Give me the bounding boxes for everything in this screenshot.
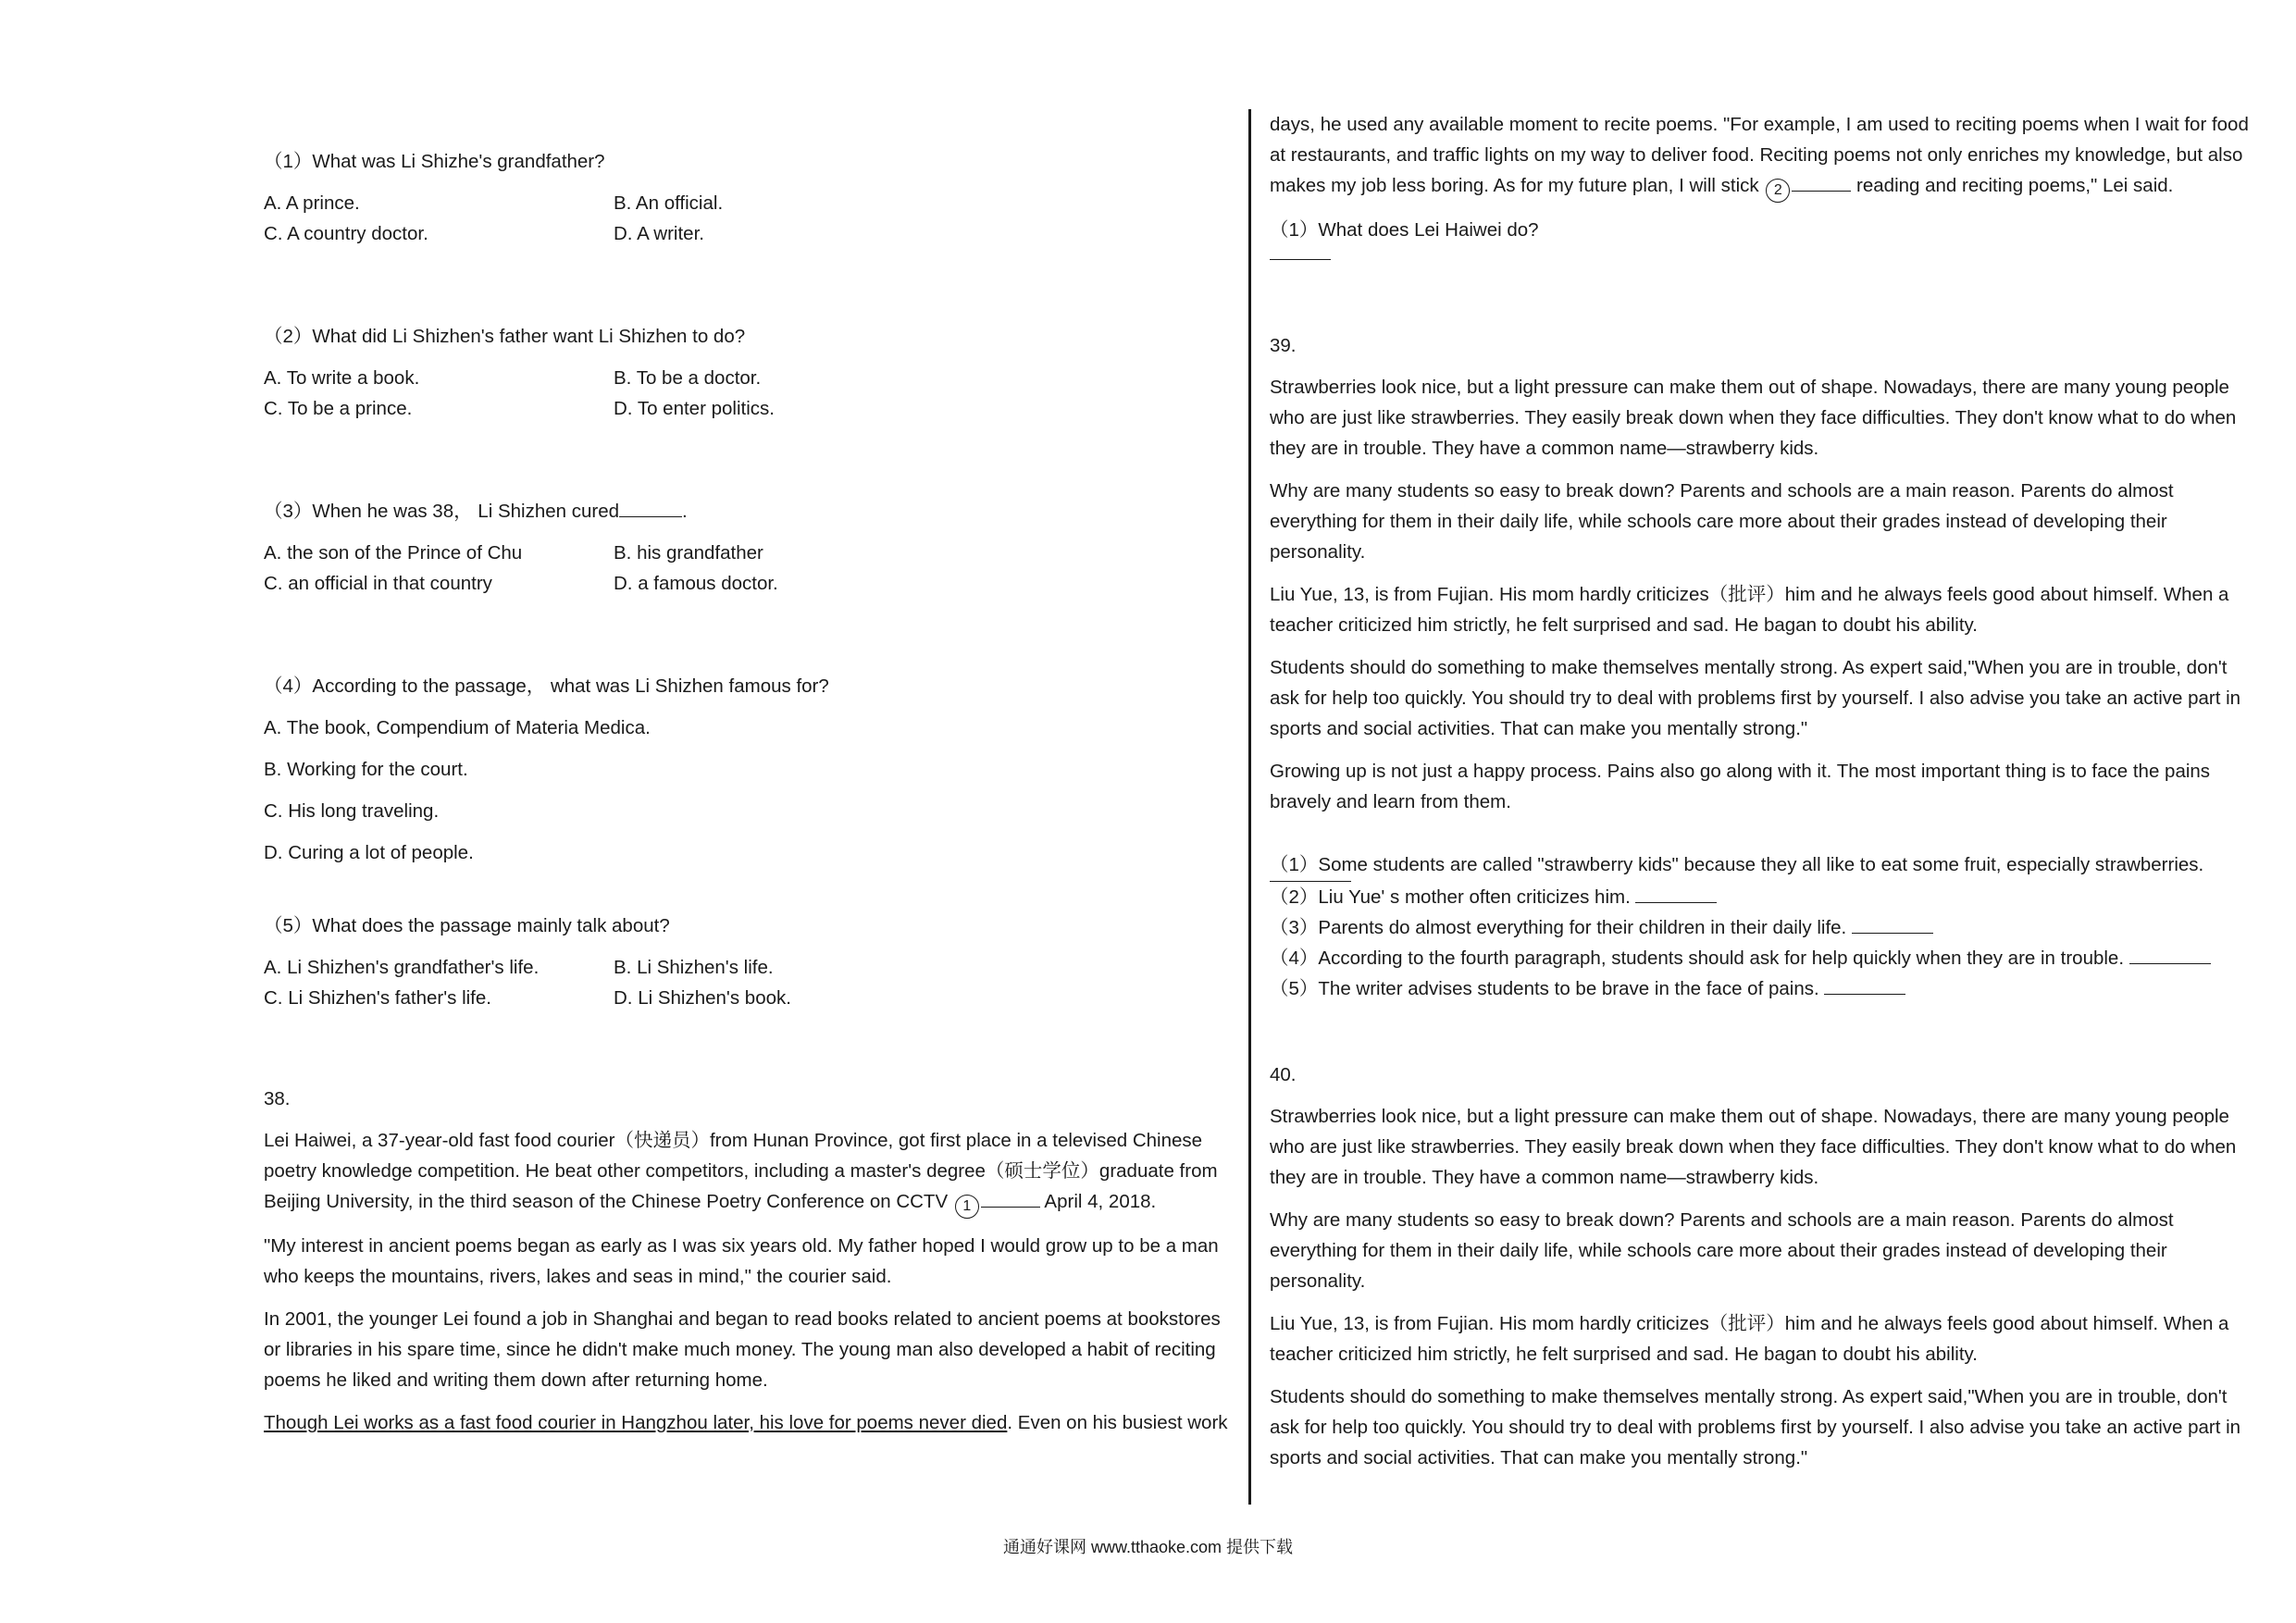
option-a: A. Li Shizhen's grandfather's life. bbox=[264, 957, 540, 978]
option-b: B. Working for the court. bbox=[264, 759, 468, 780]
left-column bbox=[264, 146, 1235, 1450]
passage-39-paragraph-1: Strawberries look nice, but a light pressure can make them out of shape. Nowadays, there are many young people who are just like strawberries. They easily break down when they face difficulties. They don't know what to do when they are in trouble. They have a common name—strawberry kids. bbox=[1270, 377, 2237, 459]
answer-blank[interactable] bbox=[1635, 901, 1717, 903]
passage-38-paragraph-4 bbox=[264, 1407, 1235, 1438]
passage-40-paragraph-1: Strawberries look nice, but a light pressure can make them out of shape. Nowadays, there are many young people who are just like strawberries. They easily break down when they face difficulties. They don't know what to do when they are in trouble. They have a common name—strawberry kids. bbox=[1270, 1106, 2237, 1188]
option-d: D. a famous doctor. bbox=[614, 573, 778, 594]
right-column bbox=[1270, 109, 2251, 1485]
options-37-1 bbox=[264, 188, 1235, 249]
question-number-40: 40. bbox=[1270, 1064, 1297, 1085]
blank-number-2: 2 bbox=[1766, 179, 1790, 203]
question-number-39: 39. bbox=[1270, 335, 1297, 356]
answer-blank-2[interactable] bbox=[1792, 190, 1851, 192]
option-b: B. An official. bbox=[614, 192, 724, 214]
answer-blank[interactable] bbox=[619, 515, 682, 517]
passage-38-paragraph-1 bbox=[264, 1125, 1235, 1219]
statement-39-2 bbox=[1270, 882, 2251, 912]
paragraph-text-end: reading and reciting poems," Lei said. bbox=[1856, 175, 2174, 196]
option-c: C. Li Shizhen's father's life. bbox=[264, 987, 491, 1009]
blank-number-1: 1 bbox=[955, 1195, 979, 1219]
statement-text: （3）Parents do almost everything for their children in their daily life. bbox=[1270, 917, 1847, 938]
option-c: C. To be a prince. bbox=[264, 398, 413, 419]
statement-text: （5）The writer advises students to be brave in the face of pains. bbox=[1270, 978, 1819, 999]
passage-38-paragraph-2: "My interest in ancient poems began as early as I was six years old. My father hoped I would grow up to be a man who keeps the mountains, rivers, lakes and seas in mind," the courier said. bbox=[264, 1235, 1219, 1287]
option-a: A. To write a book. bbox=[264, 367, 420, 389]
underlined-sentence: Though Lei works as a fast food courier in Hangzhou later, his love for poems never died bbox=[264, 1412, 1008, 1433]
answer-blank[interactable] bbox=[1852, 932, 1933, 934]
answer-blank-1[interactable] bbox=[981, 1206, 1040, 1208]
passage-40-paragraph-2: Why are many students so easy to break down? Parents and schools are a main reason. Parents do almost everything for them in their daily life, while schools care more about their grades instead of developing their personality. bbox=[1270, 1209, 2174, 1292]
options-37-2 bbox=[264, 363, 1235, 424]
passage-40-paragraph-3: Liu Yue, 13, is from Fujian. His mom hardly criticizes（批评）him and he always feels good about himself. When a teacher criticized him strictly, he felt surprised and sad. He bagan to doubt his ability. bbox=[1270, 1313, 2229, 1365]
passage-39-paragraph-4: Students should do something to make themselves mentally strong. As expert said,"When you are in trouble, don't ask for help too quickly. You should try to deal with problems first by yourself. I also advise you take an active part in sports and social activities. That can make you mentally strong." bbox=[1270, 657, 2241, 739]
option-d: D. A writer. bbox=[614, 223, 704, 244]
passage-39-paragraph-5: Growing up is not just a happy process. Pains also go along with it. The most important thing is to face the pains bravely and learn from them. bbox=[1270, 761, 2211, 812]
option-b: B. Li Shizhen's life. bbox=[614, 957, 774, 978]
passage-38-continued bbox=[1270, 109, 2251, 203]
answer-blank[interactable] bbox=[2129, 962, 2211, 964]
paragraph-text: . Even on his busiest work bbox=[1007, 1412, 1228, 1433]
option-a: A. The book, Compendium of Materia Medica. bbox=[264, 717, 651, 738]
statement-39-5 bbox=[1270, 973, 2251, 1004]
option-a: A. A prince. bbox=[264, 192, 360, 214]
answer-blank[interactable] bbox=[1824, 993, 1905, 995]
question-number-38: 38. bbox=[264, 1088, 291, 1109]
question-37-3 bbox=[264, 496, 1235, 527]
question-37-4: （4）According to the passage， what was Li Shizhen famous for? bbox=[264, 675, 829, 697]
statement-text: （4）According to the fourth paragraph, students should ask for help quickly when they are in trouble. bbox=[1270, 948, 2125, 969]
passage-38-paragraph-3: In 2001, the younger Lei found a job in Shanghai and began to read books related to ancient poems at bookstores or libraries in his spare time, since he didn't make much money. The young man also developed a habit of reciting poems he liked and writing them down after returning home. bbox=[264, 1308, 1221, 1391]
options-37-3 bbox=[264, 538, 1235, 599]
option-c: C. A country doctor. bbox=[264, 223, 428, 244]
statement-39-3 bbox=[1270, 912, 2251, 943]
option-c: C. His long traveling. bbox=[264, 800, 440, 822]
statement-text: （2）Liu Yue' s mother often criticizes him. bbox=[1270, 886, 1631, 908]
option-a: A. the son of the Prince of Chu bbox=[264, 542, 523, 564]
paragraph-text: Lei Haiwei, a 37-year-old fast food courier（快递员）from Hunan Province, got first place in a televised Chinese poetry knowledge competition. He beat other competitors, including a master's degree（硕士学位）graduate from Beijing University, in the third season of the Chinese Poetry Conference on CCTV bbox=[264, 1130, 1218, 1212]
paragraph-text-end: April 4, 2018. bbox=[1044, 1191, 1157, 1212]
option-d: D. To enter politics. bbox=[614, 398, 775, 419]
options-37-5 bbox=[264, 952, 1235, 1013]
question-end: . bbox=[682, 501, 688, 522]
option-b: B. To be a doctor. bbox=[614, 367, 762, 389]
statement-39-1: （1）Some students are called "strawberry kids" because they all like to eat some fruit, especially strawberries. bbox=[1270, 854, 2204, 875]
question-37-1: （1）What was Li Shizhe's grandfather? bbox=[264, 151, 605, 172]
passage-39-paragraph-2: Why are many students so easy to break down? Parents and schools are a main reason. Parents do almost everything for them in their daily life, while schools care more about their grades instead of developing their personality. bbox=[1270, 480, 2174, 563]
paragraph-text: days, he used any available moment to recite poems. "For example, I am used to reciting poems when I wait for food at restaurants, and traffic lights on my way to deliver food. Reciting poems not only enriches my knowledge, but also makes my job less boring. As for my future plan, I will stick bbox=[1270, 114, 2249, 196]
question-37-5: （5）What does the passage mainly talk about? bbox=[264, 915, 670, 936]
option-b: B. his grandfather bbox=[614, 542, 763, 564]
question-text: （3）When he was 38， Li Shizhen cured bbox=[264, 501, 620, 522]
statement-39-4 bbox=[1270, 943, 2251, 973]
option-d: D. Li Shizhen's book. bbox=[614, 987, 791, 1009]
question-38-1: （1）What does Lei Haiwei do? bbox=[1270, 219, 1539, 241]
page-footer: 通通好课网 www.tthaoke.com 提供下载 bbox=[1002, 1538, 1294, 1556]
option-d: D. Curing a lot of people. bbox=[264, 842, 474, 863]
passage-39-paragraph-3: Liu Yue, 13, is from Fujian. His mom hardly criticizes（批评）him and he always feels good about himself. When a teacher criticized him strictly, he felt surprised and sad. He bagan to doubt his ability. bbox=[1270, 584, 2229, 636]
question-37-2: （2）What did Li Shizhen's father want Li Shizhen to do? bbox=[264, 326, 746, 347]
column-divider bbox=[1248, 109, 1251, 1505]
passage-40-paragraph-4: Students should do something to make themselves mentally strong. As expert said,"When you are in trouble, don't ask for help too quickly. You should try to deal with problems first by yourself. I also advise you take an active part in sports and social activities. That can make you mentally strong." bbox=[1270, 1386, 2241, 1468]
option-c: C. an official in that country bbox=[264, 573, 492, 594]
